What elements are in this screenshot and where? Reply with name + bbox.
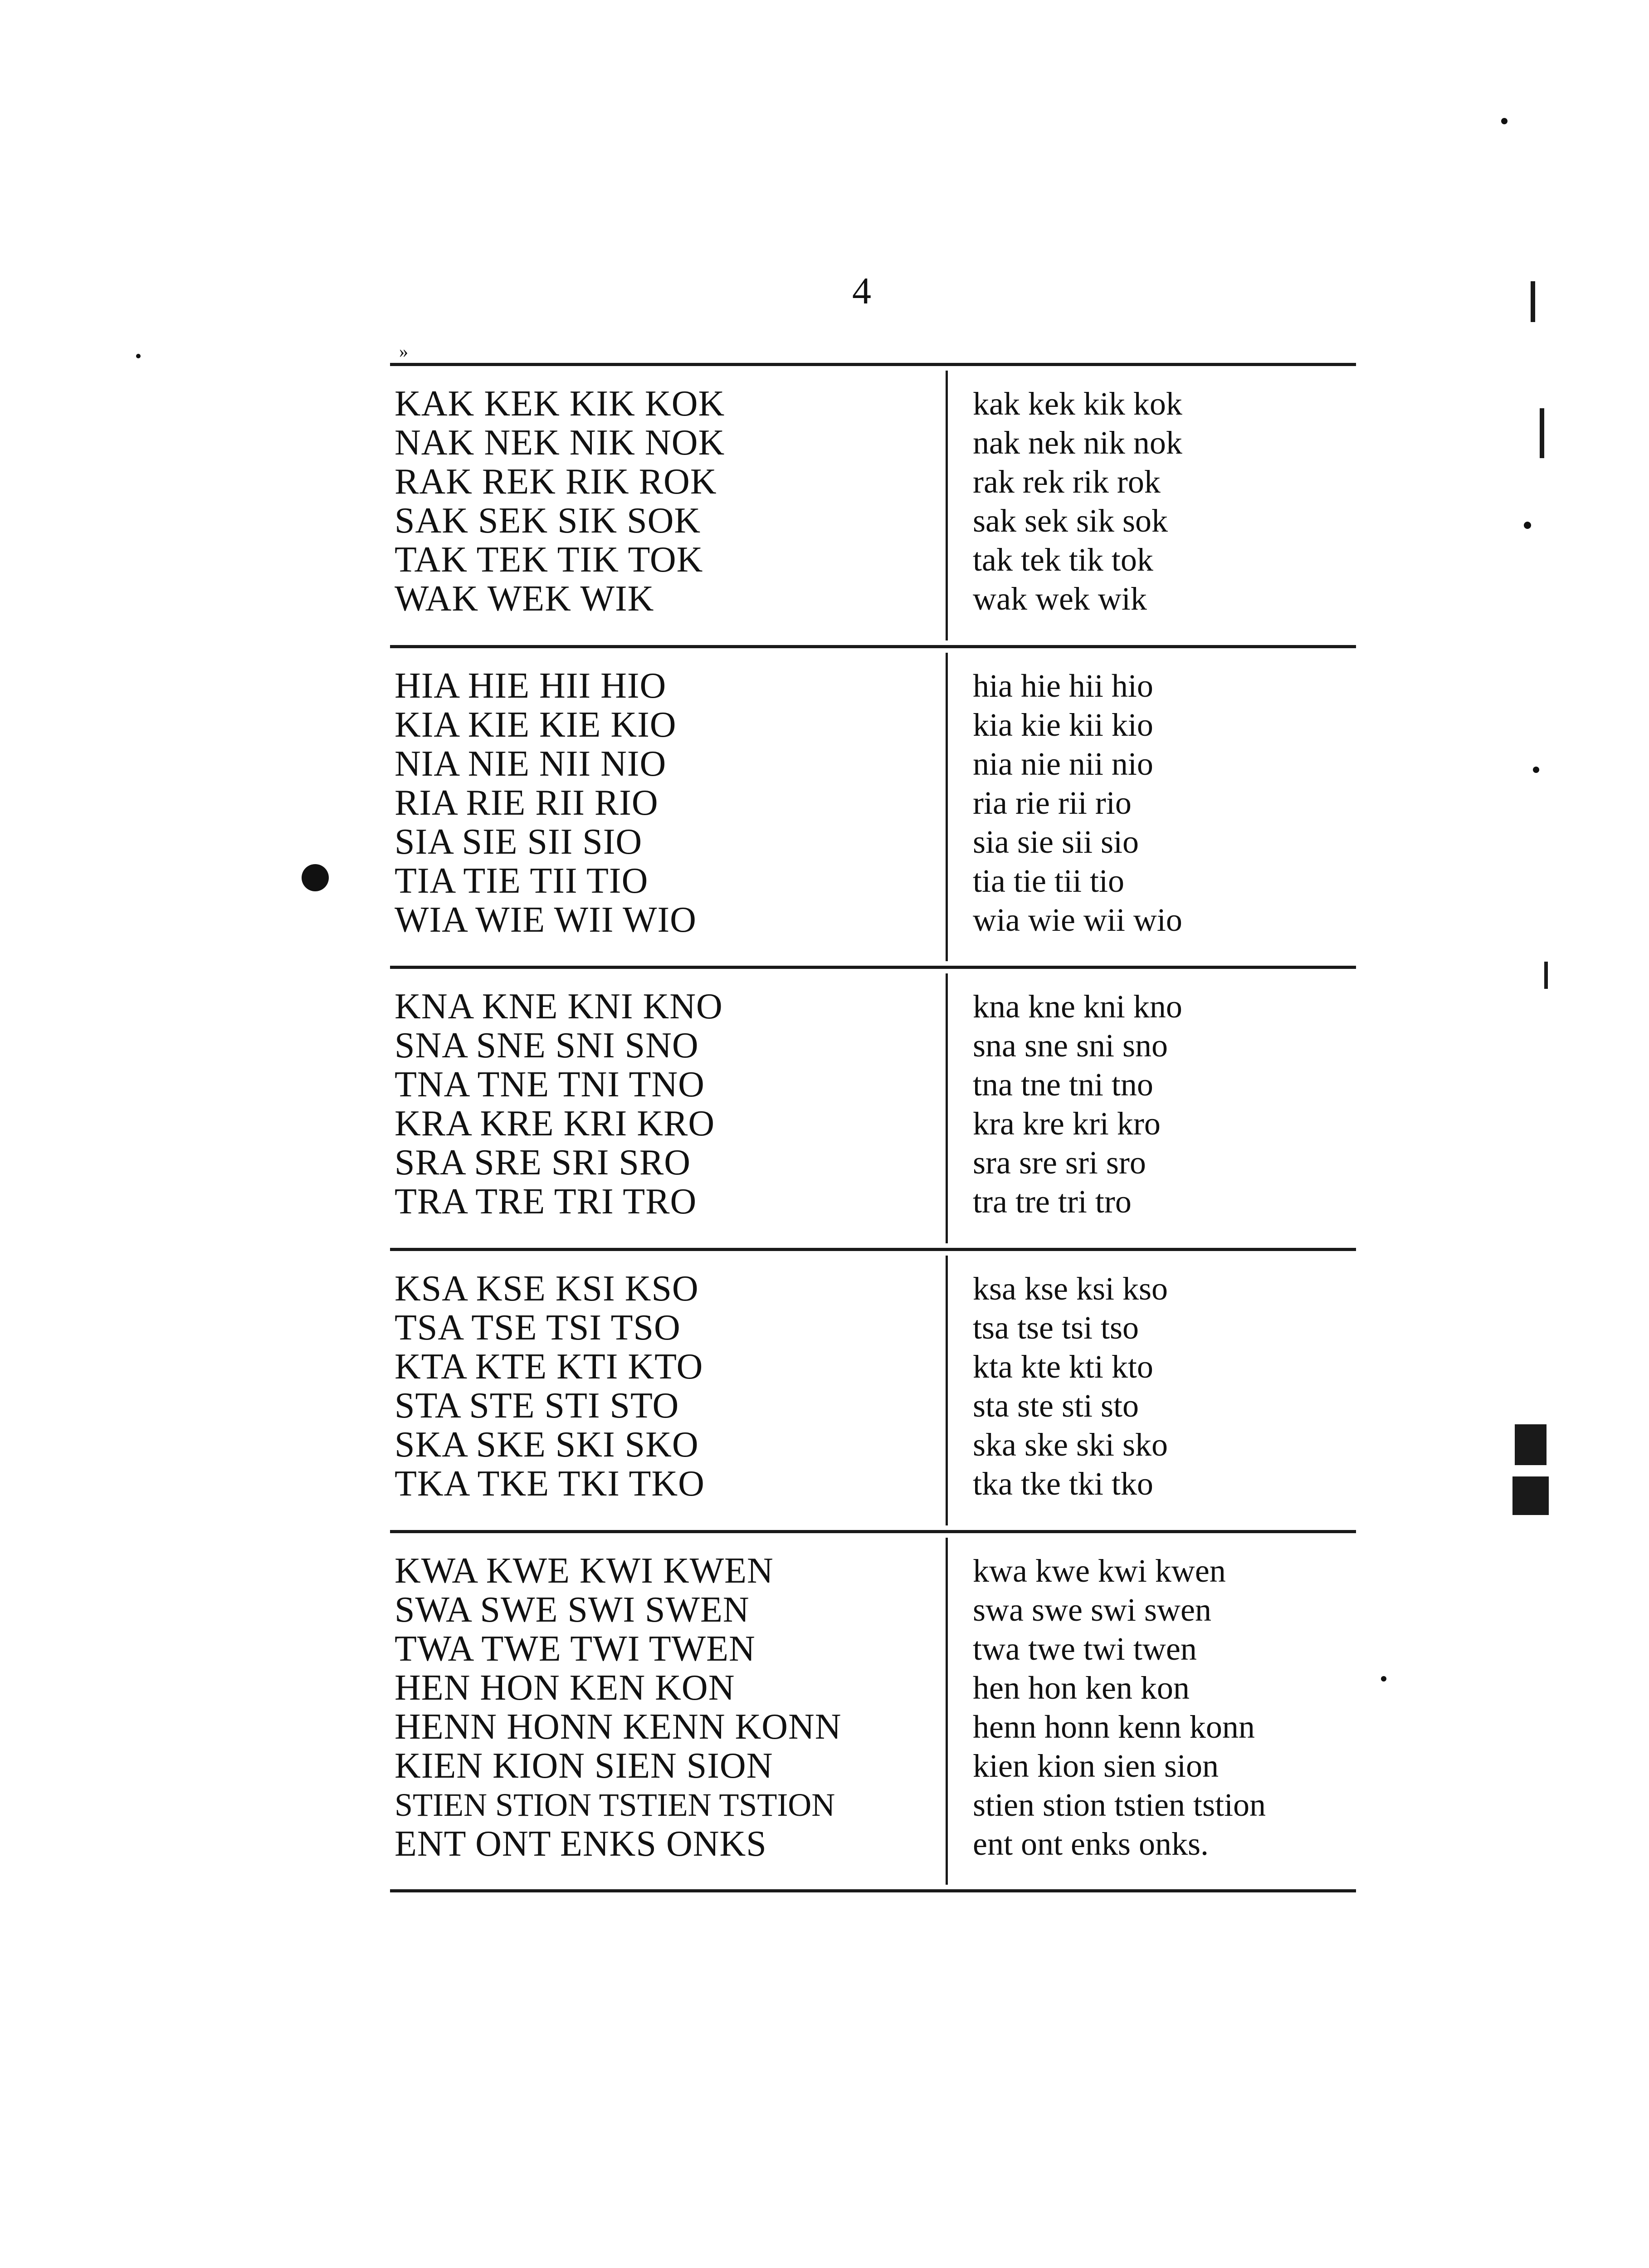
lowercase-column bbox=[973, 384, 1354, 618]
column-divider bbox=[946, 1256, 948, 1525]
table-rule bbox=[390, 1248, 1356, 1251]
lowercase-line: ksa kse ksi kso bbox=[973, 1271, 1168, 1307]
lowercase-line: tia tie tii tio bbox=[973, 863, 1124, 899]
lowercase-line: nia nie nii nio bbox=[973, 746, 1153, 782]
uppercase-column bbox=[395, 384, 943, 618]
scan-edge-mark bbox=[1531, 281, 1535, 322]
lowercase-line: kra kre kri kro bbox=[973, 1105, 1161, 1142]
lowercase-line: kien kion sien sion bbox=[973, 1748, 1219, 1784]
stray-mark: » bbox=[399, 341, 408, 362]
lowercase-line: tra tre tri tro bbox=[973, 1183, 1132, 1220]
lowercase-line: nak nek nik nok bbox=[973, 425, 1182, 461]
page-number: 4 bbox=[852, 270, 871, 312]
lowercase-line: henn honn kenn konn bbox=[973, 1709, 1255, 1745]
uppercase-line: SWA SWE SWI SWEN bbox=[395, 1590, 750, 1630]
uppercase-line: TKA TKE TKI TKO bbox=[395, 1464, 705, 1504]
dust-speck bbox=[136, 354, 141, 358]
lowercase-column bbox=[973, 666, 1354, 939]
lowercase-line: ria rie rii rio bbox=[973, 785, 1132, 821]
lowercase-line: swa swe swi swen bbox=[973, 1592, 1211, 1628]
uppercase-line: HEN HON KEN KON bbox=[395, 1668, 735, 1708]
table-rule bbox=[390, 1530, 1356, 1533]
scan-edge-mark bbox=[1540, 408, 1544, 458]
syllable-section-2 bbox=[390, 648, 1356, 966]
uppercase-line: KIEN KION SIEN SION bbox=[395, 1746, 773, 1786]
uppercase-line: SIA SIE SII SIO bbox=[395, 822, 643, 862]
uppercase-line: TSA TSE TSI TSO bbox=[395, 1308, 681, 1348]
lowercase-line: sta ste sti sto bbox=[973, 1388, 1139, 1424]
uppercase-line: HIA HIE HII HIO bbox=[395, 666, 667, 706]
lowercase-column bbox=[973, 1551, 1354, 1863]
lowercase-column bbox=[973, 1269, 1354, 1503]
uppercase-line: RAK REK RIK ROK bbox=[395, 462, 717, 502]
uppercase-line: KWA KWE KWI KWEN bbox=[395, 1551, 774, 1591]
uppercase-line: SNA SNE SNI SNO bbox=[395, 1026, 699, 1066]
lowercase-line: sna sne sni sno bbox=[973, 1027, 1168, 1064]
lowercase-line: twa twe twi twen bbox=[973, 1631, 1197, 1667]
uppercase-line: STA STE STI STO bbox=[395, 1386, 679, 1426]
uppercase-line: TIA TIE TII TIO bbox=[395, 861, 649, 901]
uppercase-line: TAK TEK TIK TOK bbox=[395, 540, 703, 580]
uppercase-line: TWA TWE TWI TWEN bbox=[395, 1629, 756, 1669]
uppercase-line: ENT ONT ENKS ONKS bbox=[395, 1824, 767, 1864]
uppercase-line: SRA SRE SRI SRO bbox=[395, 1143, 691, 1183]
uppercase-line: NIA NIE NII NIO bbox=[395, 744, 667, 784]
table-rule bbox=[390, 645, 1356, 648]
uppercase-line: KTA KTE KTI KTO bbox=[395, 1347, 703, 1387]
syllable-section-5 bbox=[390, 1533, 1356, 1889]
uppercase-line: NAK NEK NIK NOK bbox=[395, 423, 725, 463]
lowercase-line: tsa tse tsi tso bbox=[973, 1310, 1139, 1346]
lowercase-line: kia kie kii kio bbox=[973, 707, 1153, 743]
uppercase-line: KRA KRE KRI KRO bbox=[395, 1104, 715, 1144]
lowercase-line: stien stion tstien tstion bbox=[973, 1787, 1266, 1823]
lowercase-line: sak sek sik sok bbox=[973, 503, 1168, 539]
uppercase-column bbox=[395, 987, 943, 1221]
scan-edge-mark bbox=[1515, 1424, 1547, 1465]
lowercase-line: ska ske ski sko bbox=[973, 1427, 1168, 1463]
syllable-section-4 bbox=[390, 1251, 1356, 1530]
syllable-section-1 bbox=[390, 366, 1356, 645]
uppercase-line: TRA TRE TRI TRO bbox=[395, 1182, 697, 1222]
lowercase-line: tna tne tni tno bbox=[973, 1066, 1153, 1103]
lowercase-line: wia wie wii wio bbox=[973, 902, 1182, 938]
lowercase-line: rak rek rik rok bbox=[973, 464, 1161, 500]
table-rule bbox=[390, 363, 1356, 366]
uppercase-column bbox=[395, 666, 943, 939]
dust-speck bbox=[1524, 522, 1531, 529]
uppercase-line: KIA KIE KIE KIO bbox=[395, 705, 677, 745]
uppercase-line: STIEN STION TSTIEN TSTION bbox=[395, 1787, 835, 1823]
lowercase-line: wak wek wik bbox=[973, 581, 1147, 617]
lowercase-line: ent ont enks onks. bbox=[973, 1826, 1209, 1862]
table-rule bbox=[390, 1889, 1356, 1892]
uppercase-line: SAK SEK SIK SOK bbox=[395, 501, 701, 541]
syllable-section-3 bbox=[390, 969, 1356, 1248]
dust-speck bbox=[1501, 118, 1508, 124]
lowercase-line: kta kte kti kto bbox=[973, 1349, 1153, 1385]
lowercase-line: tak tek tik tok bbox=[973, 542, 1153, 578]
lowercase-line: hia hie hii hio bbox=[973, 668, 1153, 704]
lowercase-column bbox=[973, 987, 1354, 1221]
uppercase-line: KAK KEK KIK KOK bbox=[395, 384, 725, 424]
syllable-table bbox=[390, 363, 1356, 1892]
dust-speck bbox=[1533, 767, 1539, 773]
uppercase-column bbox=[395, 1269, 943, 1503]
uppercase-line: SKA SKE SKI SKO bbox=[395, 1425, 699, 1465]
uppercase-line: KNA KNE KNI KNO bbox=[395, 987, 723, 1026]
lowercase-line: kwa kwe kwi kwen bbox=[973, 1553, 1226, 1589]
lowercase-line: tka tke tki tko bbox=[973, 1466, 1153, 1502]
uppercase-column bbox=[395, 1551, 943, 1863]
uppercase-line: WIA WIE WII WIO bbox=[395, 900, 697, 940]
column-divider bbox=[946, 1538, 948, 1885]
lowercase-line: sia sie sii sio bbox=[973, 824, 1139, 860]
uppercase-line: RIA RIE RII RIO bbox=[395, 783, 659, 823]
uppercase-line: WAK WEK WIK bbox=[395, 579, 654, 619]
scan-edge-mark bbox=[1512, 1476, 1549, 1515]
lowercase-line: sra sre sri sro bbox=[973, 1144, 1146, 1181]
lowercase-line: hen hon ken kon bbox=[973, 1670, 1190, 1706]
ink-blot bbox=[302, 864, 329, 891]
dust-speck bbox=[1381, 1676, 1386, 1681]
lowercase-line: kak kek kik kok bbox=[973, 386, 1182, 422]
uppercase-line: TNA TNE TNI TNO bbox=[395, 1065, 705, 1105]
column-divider bbox=[946, 371, 948, 640]
lowercase-line: kna kne kni kno bbox=[973, 988, 1182, 1025]
scan-edge-mark bbox=[1544, 962, 1548, 989]
column-divider bbox=[946, 653, 948, 961]
column-divider bbox=[946, 973, 948, 1243]
uppercase-line: HENN HONN KENN KONN bbox=[395, 1707, 842, 1747]
table-rule bbox=[390, 966, 1356, 969]
uppercase-line: KSA KSE KSI KSO bbox=[395, 1269, 699, 1309]
